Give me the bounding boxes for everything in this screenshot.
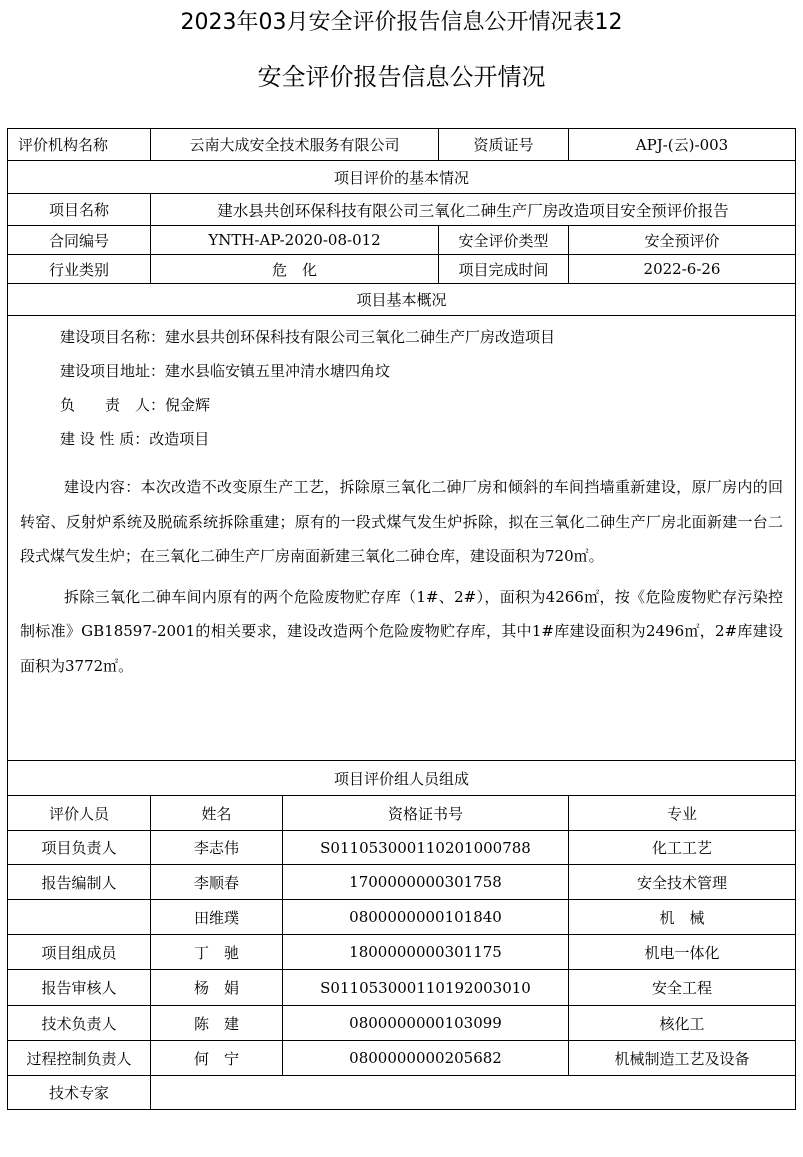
eval-type-label: 安全评价类型: [439, 226, 569, 255]
team-section-title: 项目评价组人员组成: [8, 761, 796, 796]
team-name: 李顺春: [151, 865, 283, 900]
cert-number: APJ-(云)-003: [569, 129, 796, 161]
finish-label: 项目完成时间: [439, 255, 569, 284]
team-header-cert: 资格证书号: [283, 796, 569, 831]
team-name: 田维璞: [151, 900, 283, 935]
info-table: [7, 128, 796, 1110]
table-row: [8, 831, 796, 865]
table-row: [8, 1076, 796, 1110]
industry-label: 行业类别: [8, 255, 151, 284]
page-subtitle: 安全评价报告信息公开情况: [257, 63, 546, 91]
team-name: 陈 建: [151, 1006, 283, 1041]
org-name: 云南大成安全技术服务有限公司: [151, 129, 439, 161]
table-row: [8, 935, 796, 970]
team-role: 报告审核人: [8, 970, 151, 1006]
team-major: 机械制造工艺及设备: [569, 1041, 796, 1076]
team-cert: S011053000110201000788: [283, 831, 569, 865]
team-cert: S011053000110192003010: [283, 970, 569, 1006]
team-expert-value: [151, 1076, 796, 1110]
team-major: 机电一体化: [569, 935, 796, 970]
team-role: 技术负责人: [8, 1006, 151, 1041]
contract-number: YNTH-AP-2020-08-012: [151, 226, 439, 255]
org-row: [8, 129, 796, 161]
eval-type: 安全预评价: [569, 226, 796, 255]
table-row: [8, 900, 796, 935]
team-cert: 0800000000205682: [283, 1041, 569, 1076]
team-cert: 0800000000103099: [283, 1006, 569, 1041]
team-name: 何 宁: [151, 1041, 283, 1076]
team-role: 技术专家: [8, 1076, 151, 1110]
team-role: 过程控制负责人: [8, 1041, 151, 1076]
team-header-role: 评价人员: [8, 796, 151, 831]
team-major: 化工工艺: [569, 831, 796, 865]
org-label: 评价机构名称: [8, 129, 151, 161]
team-major: 安全技术管理: [569, 865, 796, 900]
industry: 危 化: [151, 255, 439, 284]
overview-body: [8, 316, 796, 761]
team-major: 核化工: [569, 1006, 796, 1041]
team-major: 安全工程: [569, 970, 796, 1006]
overview-content-paragraph: 建设内容：本次改造不改变原生产工艺，拆除原三氧化二砷厂房和倾斜的车间挡墙重新建设，原厂房内的回转窑、反射炉系统及脱硫系统拆除重建；原有的一段式煤气发生炉拆除，拟在三氧化二砷生产厂房北面新建一台二段式煤气发生炉；在三氧化二砷生产厂房南面新建三氧化二砷仓库，建设面积为720㎡。: [20, 478, 784, 565]
project-name: 建水县共创环保科技有限公司三氧化二砷生产厂房改造项目安全预评价报告: [151, 194, 796, 226]
overview-project-name: 建设项目名称：建水县共创环保科技有限公司三氧化二砷生产厂房改造项目: [60, 328, 556, 346]
table-row: [8, 1006, 796, 1041]
contract-row: [8, 226, 796, 255]
project-name-label: 项目名称: [8, 194, 151, 226]
overview-address: 建设项目地址：建水县临安镇五里冲清水塘四角坟: [60, 362, 391, 380]
team-cert: 0800000000101840: [283, 900, 569, 935]
contract-label: 合同编号: [8, 226, 151, 255]
team-role: 报告编制人: [8, 865, 151, 900]
team-role: 项目负责人: [8, 831, 151, 865]
overview-section-title: 项目基本概况: [8, 284, 796, 316]
team-name: 丁 驰: [151, 935, 283, 970]
team-header-major: 专业: [569, 796, 796, 831]
team-cert: 1800000000301175: [283, 935, 569, 970]
table-row: [8, 970, 796, 1006]
team-major: 机 械: [569, 900, 796, 935]
project-name-row: [8, 194, 796, 226]
page-title: 2023年03月安全评价报告信息公开情况表12: [180, 10, 623, 35]
team-header-name: 姓名: [151, 796, 283, 831]
overview-waste-paragraph: 拆除三氧化二砷车间内原有的两个危险废物贮存库（1#、2#），面积为4266㎡，按《危险废物贮存污染控制标准》GB18597-2001的相关要求，建设改造两个危险废物贮存库，其中1#库建设面积为2496㎡，2#库建设面积为3772㎡。: [20, 587, 784, 675]
team-cert: 1700000000301758: [283, 865, 569, 900]
table-row: [8, 865, 796, 900]
team-role: [8, 900, 151, 935]
table-row: [8, 1041, 796, 1076]
cert-label: 资质证号: [439, 129, 569, 161]
basic-section-title: 项目评价的基本情况: [8, 161, 796, 194]
overview-nature: 建 设 性 质：改造项目: [60, 430, 210, 448]
finish-date: 2022-6-26: [569, 255, 796, 284]
team-name: 李志伟: [151, 831, 283, 865]
team-name: 杨 娟: [151, 970, 283, 1006]
industry-row: [8, 255, 796, 284]
team-role: 项目组成员: [8, 935, 151, 970]
overview-responsible: 负 责 人：倪金辉: [60, 396, 211, 414]
team-header-row: [8, 796, 796, 831]
